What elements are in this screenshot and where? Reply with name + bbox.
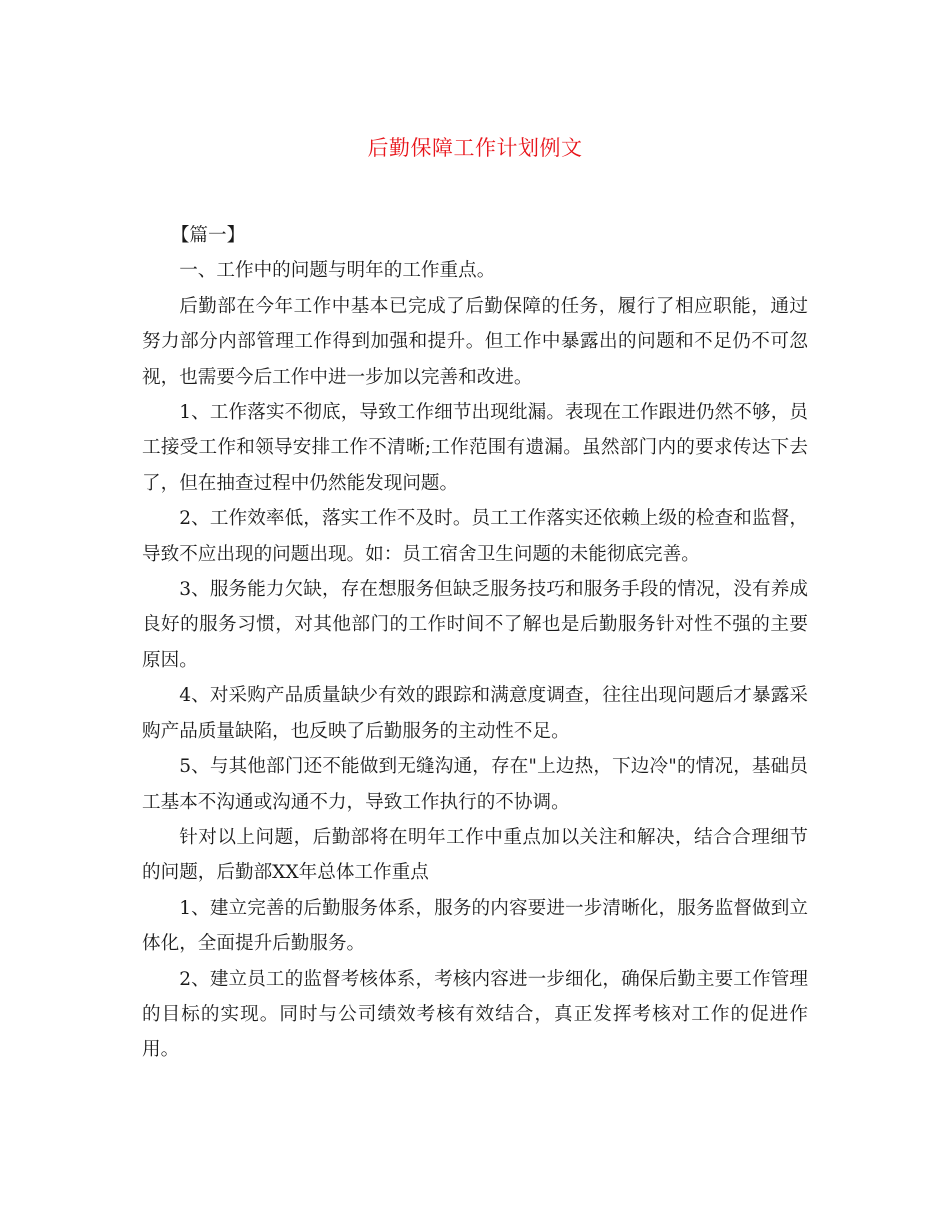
paragraph-focus-1: 1、建立完善的后勤服务体系，服务的内容要进一步清晰化，服务监督做到立体化，全面提升后勤服务。 — [142, 897, 808, 955]
paragraph-focus-2: 2、建立员工的监督考核体系，考核内容进一步细化，确保后勤主要工作管理的目标的实现。同时与公司绩效考核有效结合，真正发挥考核对工作的促进作用。 — [142, 968, 808, 1061]
paragraph-issue-3: 3、服务能力欠缺，存在想服务但缺乏服务技巧和服务手段的情况，没有养成良好的服务习惯，对其他部门的工作时间不了解也是后勤服务针对性不强的主要原因。 — [142, 579, 808, 671]
document-title: 后勤保障工作计划例文 — [367, 136, 583, 160]
paragraph-issue-5: 5、与其他部门还不能做到无缝沟通，存在"上边热，下边冷"的情况，基础员工基本不沟通或沟通不力，导致工作执行的不协调。 — [142, 756, 808, 813]
paragraph-issue-2: 2、工作效率低，落实工作不及时。员工工作落实还依赖上级的检查和监督，导致不应出现的问题出现。如：员工宿舍卫生问题的未能彻底完善。 — [142, 508, 808, 565]
paragraph-issue-1: 1、工作落实不彻底，导致工作细节出现纰漏。表现在工作跟进仍然不够，员工接受工作和领导安排工作不清晰;工作范围有遗漏。虽然部门内的要求传达下去了，但在抽查过程中仍然能发现问题。 — [142, 402, 808, 494]
paragraph-summary: 针对以上问题，后勤部将在明年工作中重点加以关注和解决，结合合理细节的问题，后勤部XX年总体工作重点 — [142, 826, 808, 884]
paragraph-heading-problems: 一、工作中的问题与明年的工作重点。 — [179, 260, 496, 282]
document-body — [142, 218, 808, 1068]
paragraph-issue-4: 4、对采购产品质量缺少有效的跟踪和满意度调查，往往出现问题后才暴露采购产品质量缺陷，也反映了后勤服务的主动性不足。 — [142, 685, 808, 742]
section-label: 【篇一】 — [170, 225, 246, 246]
paragraph-intro: 后勤部在今年工作中基本已完成了后勤保障的任务，履行了相应职能，通过努力部分内部管理工作得到加强和提升。但工作中暴露出的问题和不足仍不可忽视，也需要今后工作中进一步加以完善和改进。 — [142, 295, 808, 388]
